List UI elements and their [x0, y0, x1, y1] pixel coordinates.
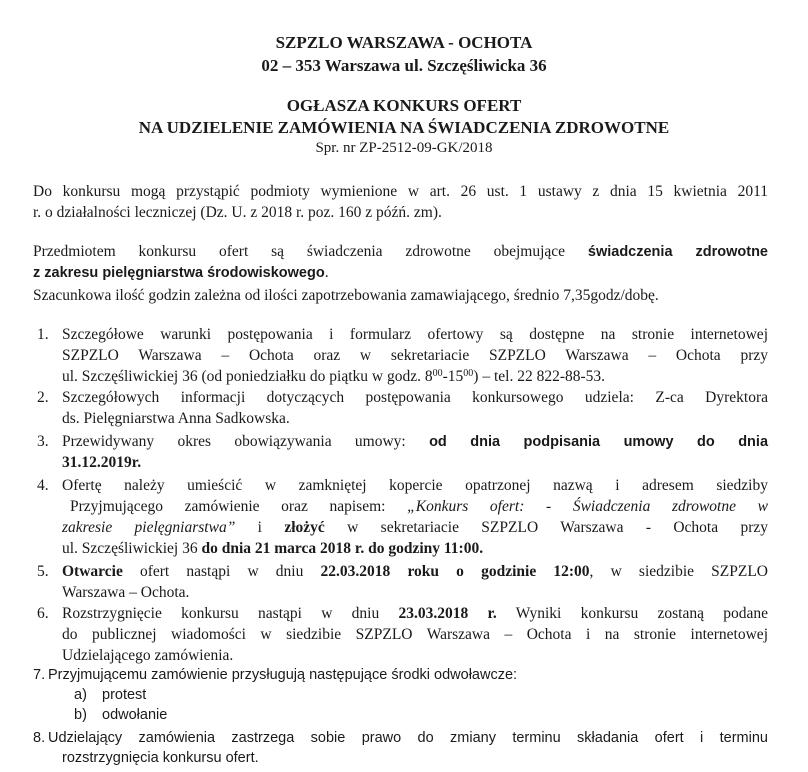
item-4-line-2 [70, 498, 768, 516]
item-5-line-2: Warszawa – Ochota. [62, 584, 190, 601]
item-1-line-1: Szczegółowe warunki postępowania i formularz ofertowy są dostępne na stronie internetowej [62, 326, 768, 343]
item-number: 7. [33, 667, 46, 683]
item-6-line-1 [62, 605, 768, 623]
item-6-date: 23.03.2018 r. [398, 605, 497, 622]
item-number: 2. [37, 389, 49, 406]
item-5-opening: Otwarcie [62, 563, 123, 580]
subject-scope: z zakresu pielęgniarstwa środowiskowego [33, 265, 325, 281]
item-number: 4. [37, 477, 49, 494]
item-1-sup-2: 00 [463, 368, 474, 379]
item-1-sup-1: 00 [432, 368, 443, 379]
item-5-line-1 [62, 563, 768, 581]
item-number: 5. [37, 563, 49, 580]
item-5-date: 22.03.2018 roku o godzinie 12:00 [320, 563, 590, 580]
item-1-hours: ul. Szczęśliwickiej 36 (od poniedziałku do piątku w godz. 8 [62, 368, 433, 385]
item-7-line-1: Przyjmującemu zamówienie przysługują następujące środki odwoławcze: [48, 667, 518, 683]
announcement-title: OGŁASZA KONKURS OFERT [286, 96, 522, 115]
announcement-subject: NA UDZIELENIE ZAMÓWIENIA NA ŚWIADCZENIA ZDROWOTNE [138, 118, 670, 137]
item-number: 8. [33, 730, 46, 746]
item-3-line-1 [62, 433, 768, 451]
intro-line-2: r. o działalności leczniczej (Dz. U. z 2018 r. poz. 160 z późń. zm). [33, 204, 442, 221]
item-1-line-2: SZPZLO Warszawa – Ochota oraz w sekretariacie SZPZLO Warszawa – Ochota przy [62, 347, 768, 364]
item-4-submit: złożyć [284, 519, 325, 536]
intro-line-1: Do konkursu mogą przystąpić podmioty wymienione w art. 26 ust. 1 ustawy z dnia 15 kwietnia 2011 [33, 183, 768, 200]
item-number: 3. [37, 433, 49, 450]
item-4-line-3 [62, 519, 768, 537]
item-1-hours-end: -15 [442, 368, 464, 385]
item-4-label-end: zakresie pielęgniarstwa” [62, 519, 236, 536]
item-3-line-2: 31.12.2019r. [62, 454, 142, 471]
item-4-label: „Konkurs ofert: - Świadczenia zdrowotne w [407, 498, 768, 515]
item-3-period: od dnia podpisania umowy do dnia [429, 434, 769, 450]
item-5-text: ofert nastąpi w dniu [122, 563, 321, 580]
item-6-text: Rozstrzygnięcie konkursu nastąpi w dniu [62, 605, 399, 622]
hours-estimate: Szacunkowa ilość godzin zależna od ilości zapotrzebowania zamawiającego, średnio 7,35godz/dobę. [33, 287, 659, 304]
item-number: 1. [37, 326, 49, 343]
item-4-deadline: do dnia 21 marca 2018 r. do godziny 11:00. [201, 540, 484, 557]
subject-line-2 [33, 264, 329, 282]
subject-period: . [324, 264, 329, 281]
item-4-street: ul. Szczęśliwickiej 36 [62, 540, 202, 557]
item-number: 6. [37, 605, 49, 622]
subject-bold: świadczenia zdrowotne [587, 244, 768, 260]
item-7-a-marker: a) [74, 687, 87, 703]
item-8-line-1: Udzielający zamówienia zastrzega sobie prawo do zmiany terminu składania ofert i terminu [48, 730, 768, 746]
item-6-results: Wyniki konkursu zostaną podane [496, 605, 769, 622]
item-4-line-4 [62, 540, 483, 558]
item-7-b-marker: b) [74, 707, 87, 723]
item-8-line-2: rozstrzygnięcia konkursu ofert. [62, 750, 259, 766]
item-2-line-1: Szczegółowych informacji dotyczących postępowania konkursowego udziela: Z-ca Dyrektora [62, 389, 768, 406]
item-4-line-1: Ofertę należy umieścić w zamkniętej kopercie opatrzonej nazwą i adresem siedziby [62, 477, 768, 494]
item-7-b: odwołanie [102, 707, 168, 723]
item-1-phone: ) – tel. 22 822-88-53. [473, 368, 606, 385]
item-2-line-2: ds. Pielęgniarstwa Anna Sadkowska. [62, 410, 290, 427]
item-6-line-3: Udzielającego zamówienia. [62, 647, 234, 664]
item-4-place: w sekretariacie SZPZLO Warszawa - Ochota przy [324, 519, 768, 536]
item-3-text: Przewidywany okres obowiązywania umowy: [62, 433, 430, 450]
subject-text: Przedmiotem konkursu ofert są świadczenia zdrowotne obejmujące [33, 243, 588, 260]
subject-line-1 [33, 243, 768, 261]
org-name: SZPZLO WARSZAWA - OCHOTA [275, 33, 533, 52]
reference-number: Spr. nr ZP-2512-09-GK/2018 [315, 140, 493, 156]
org-address: 02 – 353 Warszawa ul. Szczęśliwicka 36 [261, 56, 547, 75]
item-4-conj: i [235, 519, 285, 536]
item-7-a: protest [102, 687, 147, 703]
item-6-line-2: do publicznej wiadomości w siedzibie SZPZLO Warszawa – Ochota i na stronie internetowej [62, 626, 768, 643]
item-5-place: , w siedzibie SZPZLO [589, 563, 768, 580]
item-1-line-3 [62, 368, 605, 386]
item-4-text: Przyjmującego zamówienie oraz napisem: [70, 498, 408, 515]
